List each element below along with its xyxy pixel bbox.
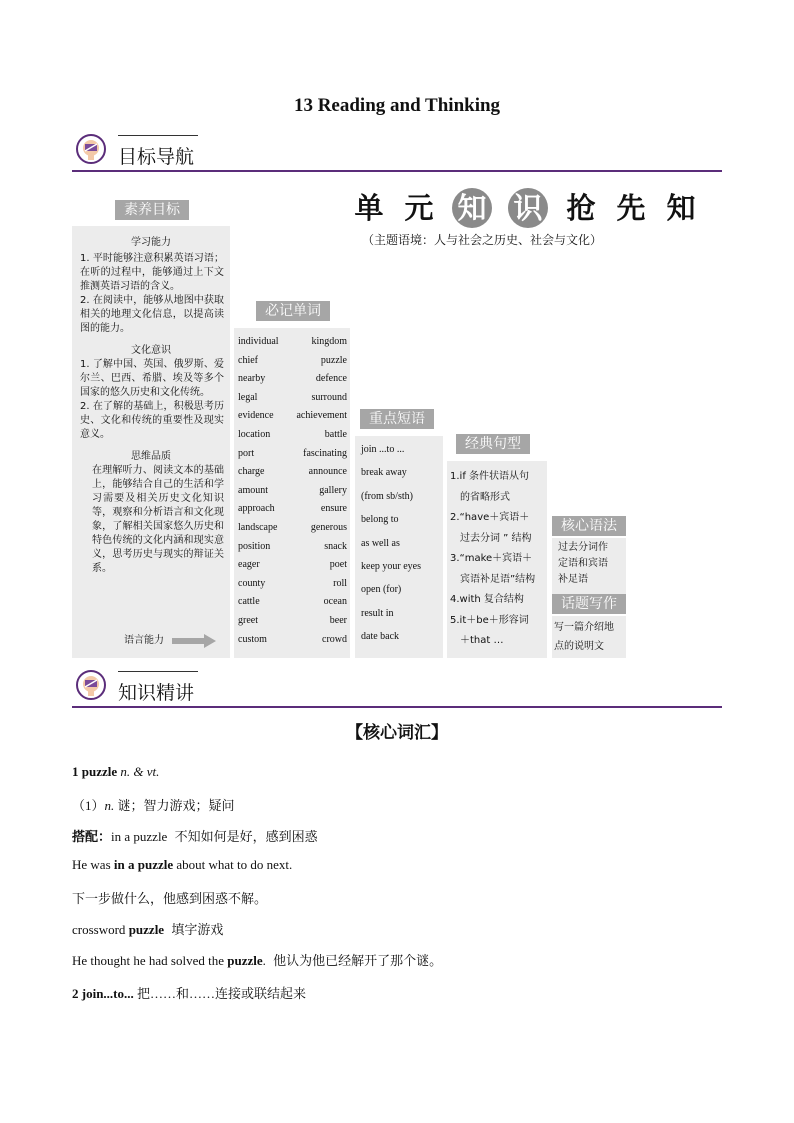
phrase-item: result in <box>361 607 394 619</box>
vocab-word: puzzle <box>320 354 347 366</box>
section-title-goals: 目标导航 <box>118 146 195 168</box>
tag-topic-writing: 话题写作 <box>552 594 626 614</box>
banner-char-highlight: 知 <box>452 188 492 228</box>
learning-item: 1. 平时能够注意积累英语习语；在听的过程中，能够通过上下文推测英语习语的含义。 <box>80 253 224 292</box>
example-2 <box>72 950 442 969</box>
vocab-word: fascinating <box>303 447 347 459</box>
vocab-row <box>238 336 347 355</box>
vocab-word: roll <box>333 577 347 589</box>
learning-item: 2. 在阅读中，能够从地图中获取相关的地理文化信息，以提高读图的能力。 <box>80 295 224 334</box>
vocab-row <box>238 541 347 560</box>
vocab-word: kingdom <box>311 336 347 347</box>
section-overline <box>118 671 198 672</box>
vocab-row <box>238 448 347 467</box>
vocab-word: amount <box>238 484 268 496</box>
vocab-word: greet <box>238 614 258 626</box>
vocab-row <box>238 466 347 485</box>
example-text: crossword <box>72 922 129 937</box>
example-1-translation: 下一步做什么，他感到困惑不解。 <box>72 891 268 906</box>
vocab-row <box>238 410 347 429</box>
banner-char: 知 <box>666 191 696 225</box>
sense-number: （1） <box>72 798 105 813</box>
unit-banner <box>352 186 710 230</box>
section-divider <box>72 170 722 172</box>
vocab-row <box>238 392 347 411</box>
vocab-row <box>238 596 347 615</box>
entry-word: 1 puzzle <box>72 764 118 779</box>
pattern-item: 1.if 条件状语从句 <box>450 471 530 482</box>
example-keyword: puzzle <box>227 953 263 968</box>
vocab-word: defence <box>315 373 347 385</box>
language-ability-label: 语言能力 <box>124 635 164 646</box>
collocation-meaning: 不知如何是好，感到困惑 <box>174 829 318 844</box>
example-translation: 他认为他已经解开了那个谜。 <box>273 953 443 968</box>
sense-pos: n. <box>104 798 115 813</box>
writing-item: 点的说明文 <box>554 641 604 652</box>
grammar-panel <box>552 538 626 594</box>
writing-item: 写一篇介绍地 <box>554 622 614 633</box>
tag-sentence-patterns: 经典句型 <box>456 434 530 454</box>
crossword-entry <box>72 919 223 938</box>
phrase-item: date back <box>361 631 400 643</box>
vocab-word: location <box>238 428 271 440</box>
vocab-word: custom <box>238 633 267 645</box>
vocab-word: crowd <box>322 633 347 645</box>
culture-item: 1. 了解中国、英国、俄罗斯、爱尔兰、巴西、希腊、埃及等多个国家的悠久历史和文化传统。 <box>80 359 224 398</box>
learning-ability-heading: 学习能力 <box>131 237 171 248</box>
phrase-item: (from sb/sth) <box>361 490 413 502</box>
vocab-row <box>238 615 347 634</box>
tag-literacy-goals: 素养目标 <box>115 200 189 220</box>
banner-char: 元 <box>404 191 434 225</box>
vocab-row <box>238 429 347 448</box>
entry-puzzle <box>72 764 159 780</box>
example-text: He thought he had solved the <box>72 953 228 968</box>
head-icon <box>76 134 106 164</box>
banner-char: 先 <box>616 191 646 225</box>
phrases-panel <box>355 436 443 658</box>
vocab-word: beer <box>329 614 347 626</box>
vocab-row <box>238 559 347 578</box>
phrase-item: as well as <box>361 537 400 549</box>
literacy-panel <box>72 226 230 658</box>
vocab-word: individual <box>238 336 279 347</box>
banner-char-highlight: 识 <box>508 188 548 228</box>
example-text: about what to do next. <box>173 857 293 872</box>
sense-meaning: 谜；智力游戏；疑问 <box>114 798 235 813</box>
vocab-word: nearby <box>238 373 266 385</box>
vocab-word: position <box>238 540 271 552</box>
entry-pos: n. & vt. <box>120 764 160 779</box>
grammar-item: 定语和宾语 <box>558 558 608 569</box>
vocab-word: battle <box>324 428 347 440</box>
vocab-word: ocean <box>323 596 347 608</box>
vocab-word: poet <box>329 559 347 571</box>
vocab-word: eager <box>238 559 260 571</box>
banner-char: 抢 <box>566 191 596 225</box>
culture-heading: 文化意识 <box>131 345 171 356</box>
phrase-item: join ...to ... <box>361 444 405 455</box>
section-title-knowledge: 知识精讲 <box>118 682 195 704</box>
entry-join <box>72 983 306 1002</box>
section-divider <box>72 706 722 708</box>
example-translation: 填字游戏 <box>171 922 224 937</box>
page-title: 13 Reading and Thinking <box>293 95 501 116</box>
pattern-item: 2.“have＋宾语＋ <box>450 512 530 523</box>
head-icon <box>76 670 106 700</box>
writing-panel <box>552 616 626 658</box>
vocab-row <box>238 355 347 374</box>
vocab-word: evidence <box>238 410 274 422</box>
tag-core-grammar: 核心语法 <box>552 516 626 536</box>
pattern-item: 宾语补足语”结构 <box>460 573 536 585</box>
collocation-label: 搭配： <box>72 829 112 844</box>
vocab-word: approach <box>238 503 275 515</box>
thinking-heading: 思维品质 <box>131 451 171 462</box>
vocab-word: ensure <box>320 503 347 515</box>
pattern-item: 的省略形式 <box>460 491 510 503</box>
example-text: . <box>262 953 266 968</box>
phrase-item: keep your eyes <box>361 560 421 572</box>
patterns-panel <box>447 461 547 658</box>
sense-1 <box>72 795 235 814</box>
banner-char: 单 <box>354 191 384 225</box>
vocab-word: landscape <box>238 521 278 533</box>
vocabulary-panel <box>234 328 350 658</box>
entry-word: 2 join...to... <box>72 986 134 1001</box>
vocab-word: charge <box>238 466 265 478</box>
vocab-row <box>238 485 347 504</box>
pattern-item: 4.with 复合结构 <box>450 594 524 605</box>
example-text: He was <box>72 857 114 872</box>
vocab-word: port <box>238 447 255 459</box>
vocab-word: gallery <box>319 484 347 496</box>
vocab-word: legal <box>238 391 258 403</box>
vocab-word: achievement <box>296 410 347 422</box>
vocab-word: announce <box>308 466 347 478</box>
pattern-item: 过去分词 ” 结构 <box>460 532 532 544</box>
vocab-word: generous <box>310 521 347 533</box>
vocab-word: snack <box>324 540 347 552</box>
collocation <box>72 826 318 845</box>
section-overline <box>118 135 198 136</box>
banner-subtitle: （主题语境：人与社会之历史、社会与文化） <box>362 233 603 247</box>
pattern-item: ＋that … <box>460 635 504 646</box>
tag-vocabulary: 必记单词 <box>256 301 330 321</box>
phrase-item: break away <box>361 467 407 479</box>
vocab-word: cattle <box>238 596 260 608</box>
phrase-item: open (for) <box>361 584 402 596</box>
vocab-row <box>238 373 347 392</box>
collocation-phrase: in a puzzle <box>111 829 168 844</box>
grammar-item: 过去分词作 <box>558 542 608 553</box>
vocab-word: surround <box>311 391 347 403</box>
example-keyword: puzzle <box>128 922 165 937</box>
phrase-item: belong to <box>361 514 399 526</box>
tag-key-phrases: 重点短语 <box>360 409 434 429</box>
vocab-row <box>238 634 347 653</box>
vocab-word: chief <box>238 354 258 366</box>
pattern-item: 5.it＋be＋形容词 <box>450 614 529 626</box>
entry-meaning: 把……和……连接或联结起来 <box>133 986 307 1001</box>
arrow-right-icon <box>172 634 216 648</box>
vocab-row <box>238 503 347 522</box>
example-keyword: in a puzzle <box>113 857 174 872</box>
thinking-text: 在理解听力、阅读文本的基础上，能够结合自己的生活和学习需要及相关历史文化知识等，观察和分析语言和文化现象，了解相关国家悠久历史和特色传统的文化内涵和现实意义，思考历史与现实的辩证关系。 <box>92 465 224 574</box>
example-1 <box>72 857 292 873</box>
vocab-word: county <box>238 577 266 589</box>
vocab-row <box>238 522 347 541</box>
culture-item: 2. 在了解的基础上，积极思考历史、文化和传统的重要性及现实意义。 <box>80 401 224 440</box>
core-vocab-heading: 【核心词汇】 <box>346 723 448 743</box>
vocab-row <box>238 578 347 597</box>
grammar-item: 补足语 <box>558 574 588 585</box>
pattern-item: 3.“make＋宾语＋ <box>450 553 533 564</box>
